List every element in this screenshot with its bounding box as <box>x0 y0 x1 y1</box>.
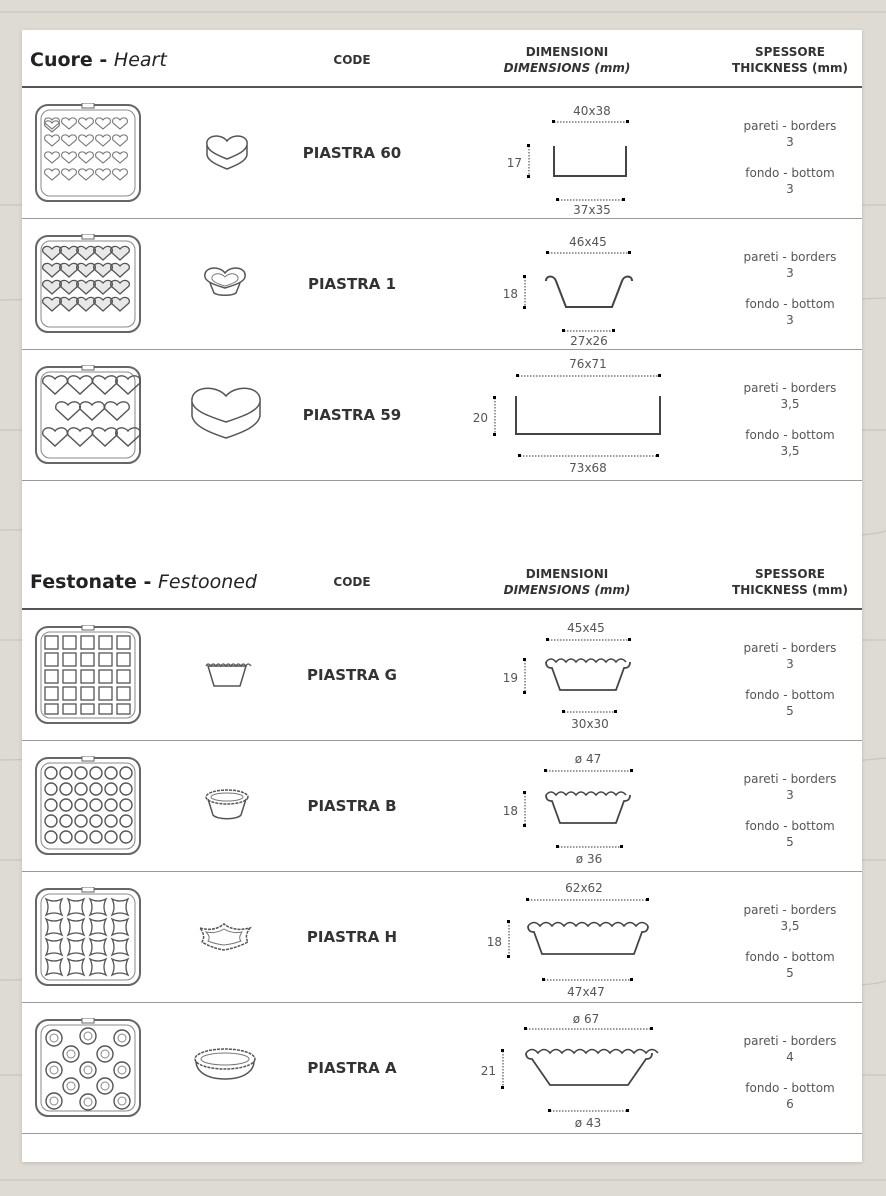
bottom-dimension: ø 43 <box>574 1116 602 1130</box>
dimension-drawing <box>472 872 712 1002</box>
product-row <box>22 741 862 872</box>
heart-mold-icon <box>200 267 250 301</box>
section-festooned <box>22 552 862 1134</box>
code-header: CODE <box>333 53 371 67</box>
bottom-dimension: ø 36 <box>575 852 603 866</box>
product-code: PIASTRA G <box>307 666 397 684</box>
height-dimension: 17 <box>506 156 522 170</box>
thickness-header: SPESSORE THICKNESS (mm) <box>732 45 848 75</box>
product-code: PIASTRA B <box>307 797 397 815</box>
top-dimension: 76x71 <box>569 357 607 371</box>
catalog-sheet <box>22 30 862 1162</box>
bottom-dimension: 73x68 <box>569 461 607 475</box>
product-code: PIASTRA A <box>307 1059 397 1077</box>
dimensions-header: DIMENSIONI DIMENSIONS (mm) <box>503 45 631 75</box>
thickness-values: pareti - borders 3 fondo - bottom 3 <box>743 119 837 196</box>
product-code: PIASTRA 1 <box>307 275 397 293</box>
height-dimension: 18 <box>502 287 518 301</box>
product-row <box>22 1003 862 1134</box>
round-fluted-mold-icon <box>190 1045 260 1089</box>
baking-plate-icon <box>34 756 144 856</box>
top-dimension: 40x38 <box>573 104 611 118</box>
bottom-dimension: 30x30 <box>571 717 609 731</box>
dimension-drawing <box>472 610 712 740</box>
heart-mold-icon <box>186 386 266 446</box>
bottom-dimension: 47x47 <box>567 985 605 999</box>
bottom-dimension: 27x26 <box>570 334 608 348</box>
baking-plate-icon <box>34 103 144 203</box>
top-dimension: 45x45 <box>567 621 605 635</box>
product-row <box>22 88 862 219</box>
product-code: PIASTRA H <box>306 928 398 946</box>
baking-plate-icon <box>34 365 144 465</box>
section-title: Festonate - Festooned <box>30 571 257 593</box>
section-heart <box>22 30 862 481</box>
dimension-drawing <box>472 350 712 480</box>
height-dimension: 18 <box>486 935 502 949</box>
height-dimension: 19 <box>502 671 518 685</box>
section-header <box>22 552 862 610</box>
thickness-values: pareti - borders 3 fondo - bottom 3 <box>743 250 837 327</box>
section-header <box>22 30 862 88</box>
product-row <box>22 219 862 350</box>
square-fluted-mold-icon <box>202 658 252 692</box>
thickness-header: SPESSORE THICKNESS (mm) <box>732 567 848 597</box>
height-dimension: 21 <box>480 1064 496 1078</box>
top-dimension: 46x45 <box>569 235 607 249</box>
bottom-dimension: 37x35 <box>573 203 611 217</box>
product-row <box>22 350 862 481</box>
thickness-values: pareti - borders 3 fondo - bottom 5 <box>743 641 837 718</box>
thickness-values: pareti - borders 3 fondo - bottom 5 <box>743 772 837 849</box>
dimensions-header: DIMENSIONI DIMENSIONS (mm) <box>503 567 631 597</box>
thickness-values: pareti - borders 4 fondo - bottom 6 <box>743 1034 837 1111</box>
round-fluted-mold-icon <box>202 785 252 825</box>
top-dimension: ø 47 <box>574 752 602 766</box>
dimension-drawing <box>472 88 712 218</box>
baking-plate-icon <box>34 887 144 987</box>
height-dimension: 20 <box>472 411 488 425</box>
top-dimension: 62x62 <box>565 881 603 895</box>
dimension-drawing <box>472 1003 712 1133</box>
baking-plate-icon <box>34 625 144 725</box>
product-code: PIASTRA 59 <box>302 406 402 424</box>
code-header: CODE <box>333 575 371 589</box>
dimension-drawing <box>472 741 712 871</box>
thickness-values: pareti - borders 3,5 fondo - bottom 5 <box>743 903 837 980</box>
section-title: Cuore - Heart <box>30 49 167 71</box>
heart-mold-icon <box>202 133 252 173</box>
product-row <box>22 872 862 1003</box>
baking-plate-icon <box>34 234 144 334</box>
dimension-drawing <box>472 219 712 349</box>
star-fluted-mold-icon <box>194 914 256 956</box>
top-dimension: ø 67 <box>572 1012 600 1026</box>
product-row <box>22 610 862 741</box>
product-code: PIASTRA 60 <box>302 144 402 162</box>
height-dimension: 18 <box>502 804 518 818</box>
thickness-values: pareti - borders 3,5 fondo - bottom 3,5 <box>743 381 837 458</box>
baking-plate-icon <box>34 1018 144 1118</box>
